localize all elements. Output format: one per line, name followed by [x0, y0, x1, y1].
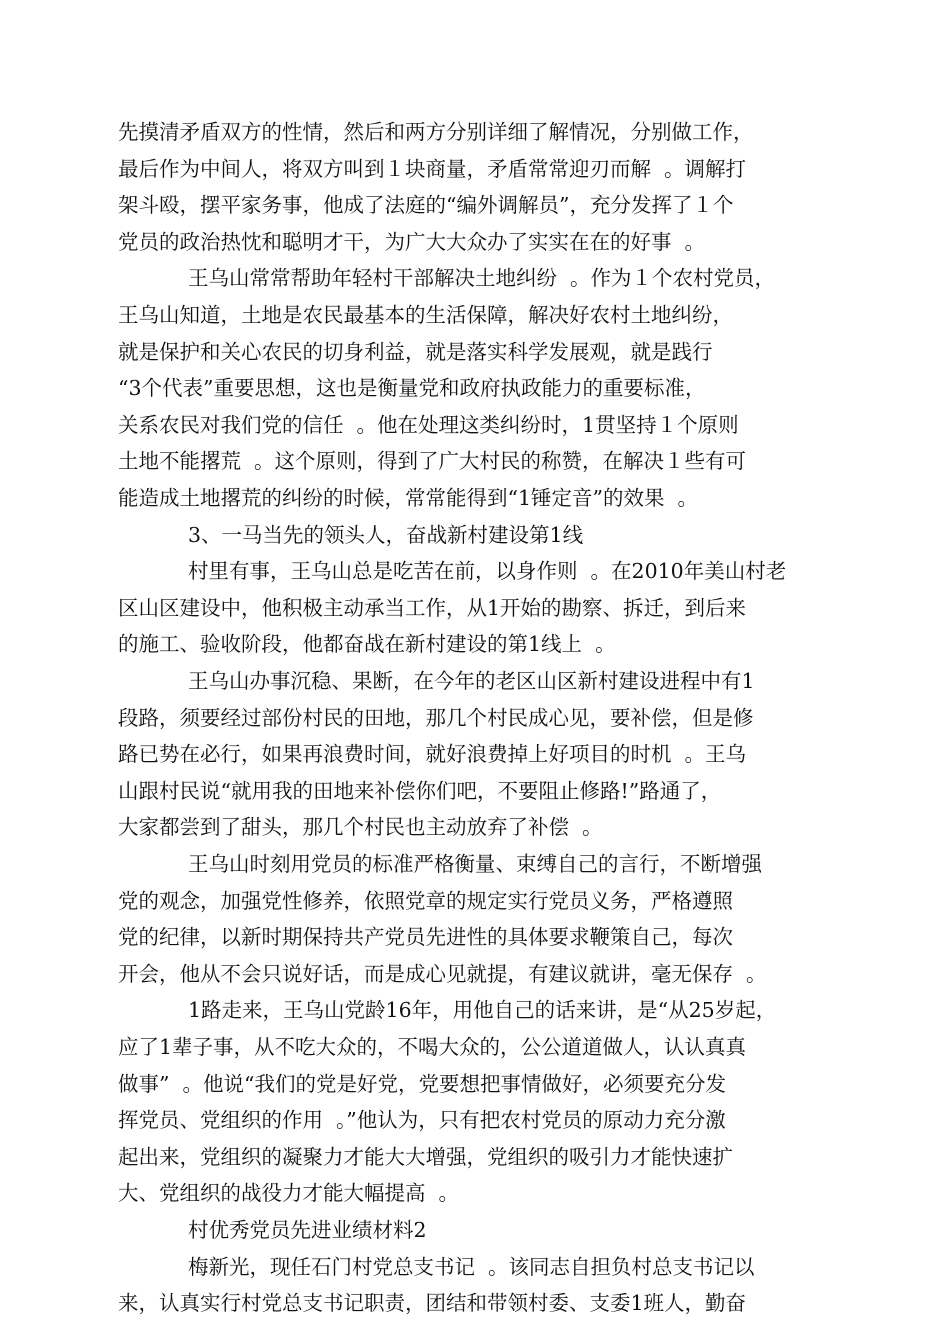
text-line: 王乌山时刻用党员的标准严格衡量、束缚自己的言行，不断增强 — [188, 852, 762, 876]
text-line: “3个代表”重要思想，这也是衡量党和政府执政能力的重要标准， — [118, 376, 706, 400]
text-line: 大家都尝到了甜头，那几个村民也主动放弃了补偿 。 — [118, 815, 603, 839]
text-line: 架斗殴，摆平家务事，他成了法庭的“编外调解员”，充分发挥了１个 — [118, 193, 734, 217]
text-line: 1路走来，王乌山党龄16年，用他自己的话来讲，是“从25岁起， — [188, 998, 777, 1022]
text-line: 王乌山办事沉稳、果断，在今年的老区山区新村建设进程中有1 — [188, 669, 755, 693]
text-line: 段路，须要经过部份村民的田地，那几个村民成心见，要补偿，但是修 — [118, 706, 754, 730]
text-line: 村优秀党员先进业绩材料2 — [188, 1218, 427, 1242]
text-line: 党的观念，加强党性修养，依照党章的规定实行党员义务，严格遵照 — [118, 889, 733, 913]
text-line: 村里有事，王乌山总是吃苦在前，以身作则 。在2010年美山村老 — [188, 559, 787, 583]
text-line: 最后作为中间人，将双方叫到１块商量，矛盾常常迎刃而解 。调解打 — [118, 157, 747, 181]
text-line: 党员的政治热忱和聪明才干，为广大大众办了实实在在的好事 。 — [118, 230, 706, 254]
text-line: 大、党组织的战役力才能大幅提高 。 — [118, 1181, 460, 1205]
text-line: 做事” 。他说“我们的党是好党，党要想把事情做好，必须要充分发 — [118, 1072, 726, 1096]
text-line: 党的纪律，以新时期保持共产党员先进性的具体要求鞭策自己，每次 — [118, 925, 733, 949]
text-line: 先摸清矛盾双方的性情，然后和两方分别详细了解情况，分别做工作， — [118, 120, 754, 144]
text-line: 王乌山知道，土地是农民最基本的生活保障，解决好农村土地纠纷， — [118, 303, 733, 327]
text-line: 的施工、验收阶段，他都奋战在新村建设的第1线上 。 — [118, 632, 616, 656]
text-line: 路已势在必行，如果再浪费时间，就好浪费掉上好项目的时机 。王乌 — [118, 742, 747, 766]
text-line: 区山区建设中，他积极主动承当工作，从1开始的勘察、拆迁，到后来 — [118, 596, 747, 620]
text-line: 3、一马当先的领头人，奋战新村建设第1线 — [188, 523, 584, 547]
text-line: 王乌山常常帮助年轻村干部解决土地纠纷 。作为１个农村党员， — [188, 266, 776, 290]
text-line: 挥党员、党组织的作用 。”他认为，只有把农村党员的原动力充分激 — [118, 1108, 726, 1132]
text-line: 来，认真实行村党总支书记职责，团结和带领村委、支委1班人，勤奋 — [118, 1291, 747, 1315]
text-line: 山跟村民说“就用我的田地来补偿你们吧，不要阻止修路!”路通了， — [118, 779, 722, 803]
text-line: 关系农民对我们党的信任 。他在处理这类纠纷时，1贯坚持１个原则 — [118, 413, 739, 437]
text-line: 梅新光，现任石门村党总支书记 。该同志自担负村总支书记以 — [188, 1255, 755, 1279]
text-line: 开会，他从不会只说好话，而是成心见就提，有建议就讲，毫无保存 。 — [118, 962, 767, 986]
text-line: 应了1辈子事，从不吃大众的，不喝大众的，公公道道做人，认认真真 — [118, 1035, 747, 1059]
text-line: 起出来，党组织的凝聚力才能大大增强，党组织的吸引力才能快速扩 — [118, 1145, 733, 1169]
text-line: 能造成土地撂荒的纠纷的时候，常常能得到“1锤定音”的效果 。 — [118, 486, 699, 510]
text-line: 土地不能撂荒 。这个原则，得到了广大村民的称赞，在解决１些有可 — [118, 449, 747, 473]
text-line: 就是保护和关心农民的切身利益，就是落实科学发展观，就是践行 — [118, 340, 713, 364]
